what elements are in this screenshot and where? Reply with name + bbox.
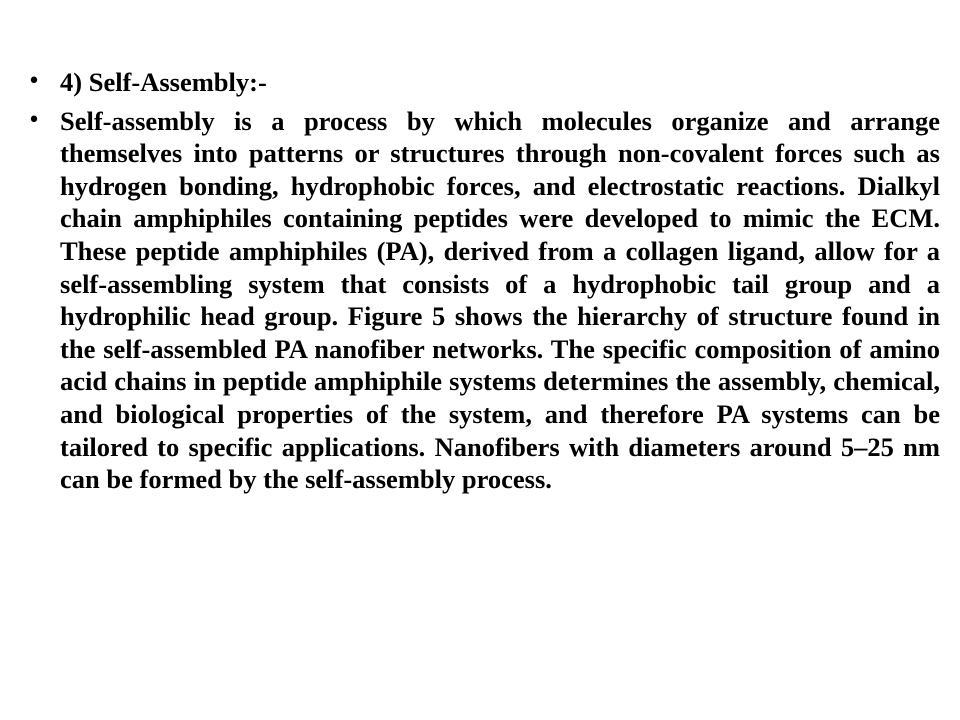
body-paragraph: Self-assembly is a process by which molecules organize and arrange themselves into patterns or structures through non-covalent forces such as hydrogen bonding, hydrophobic forces, and electrostatic reactions. Dialkyl chain amphiphiles containing peptides were developed to mimic the ECM. These peptide amphiphiles (PA), derived from a collagen ligand, allow for a self-assembling system that consists of a hydrophobic tail group and a hydrophilic head group. Figure 5 shows the hierarchy of structure found in the self-assembled PA nanofiber networks. The specific composition of amino acid chains in peptide amphiphile systems determines the assembly, chemical, and biological properties of the system, and therefore PA systems can be tailored to specific applications. Nanofibers with diameters around 5–25 nm can be formed by the self-assembly process.: [60, 105, 940, 495]
bullet-heading: [24, 66, 940, 99]
bullet-list: [24, 66, 940, 502]
bullet-body: [24, 105, 940, 496]
bullet-dot-icon: •: [27, 69, 41, 94]
heading-text: 4) Self-Assembly:-: [60, 67, 267, 97]
bullet-dot-icon: •: [27, 107, 41, 133]
